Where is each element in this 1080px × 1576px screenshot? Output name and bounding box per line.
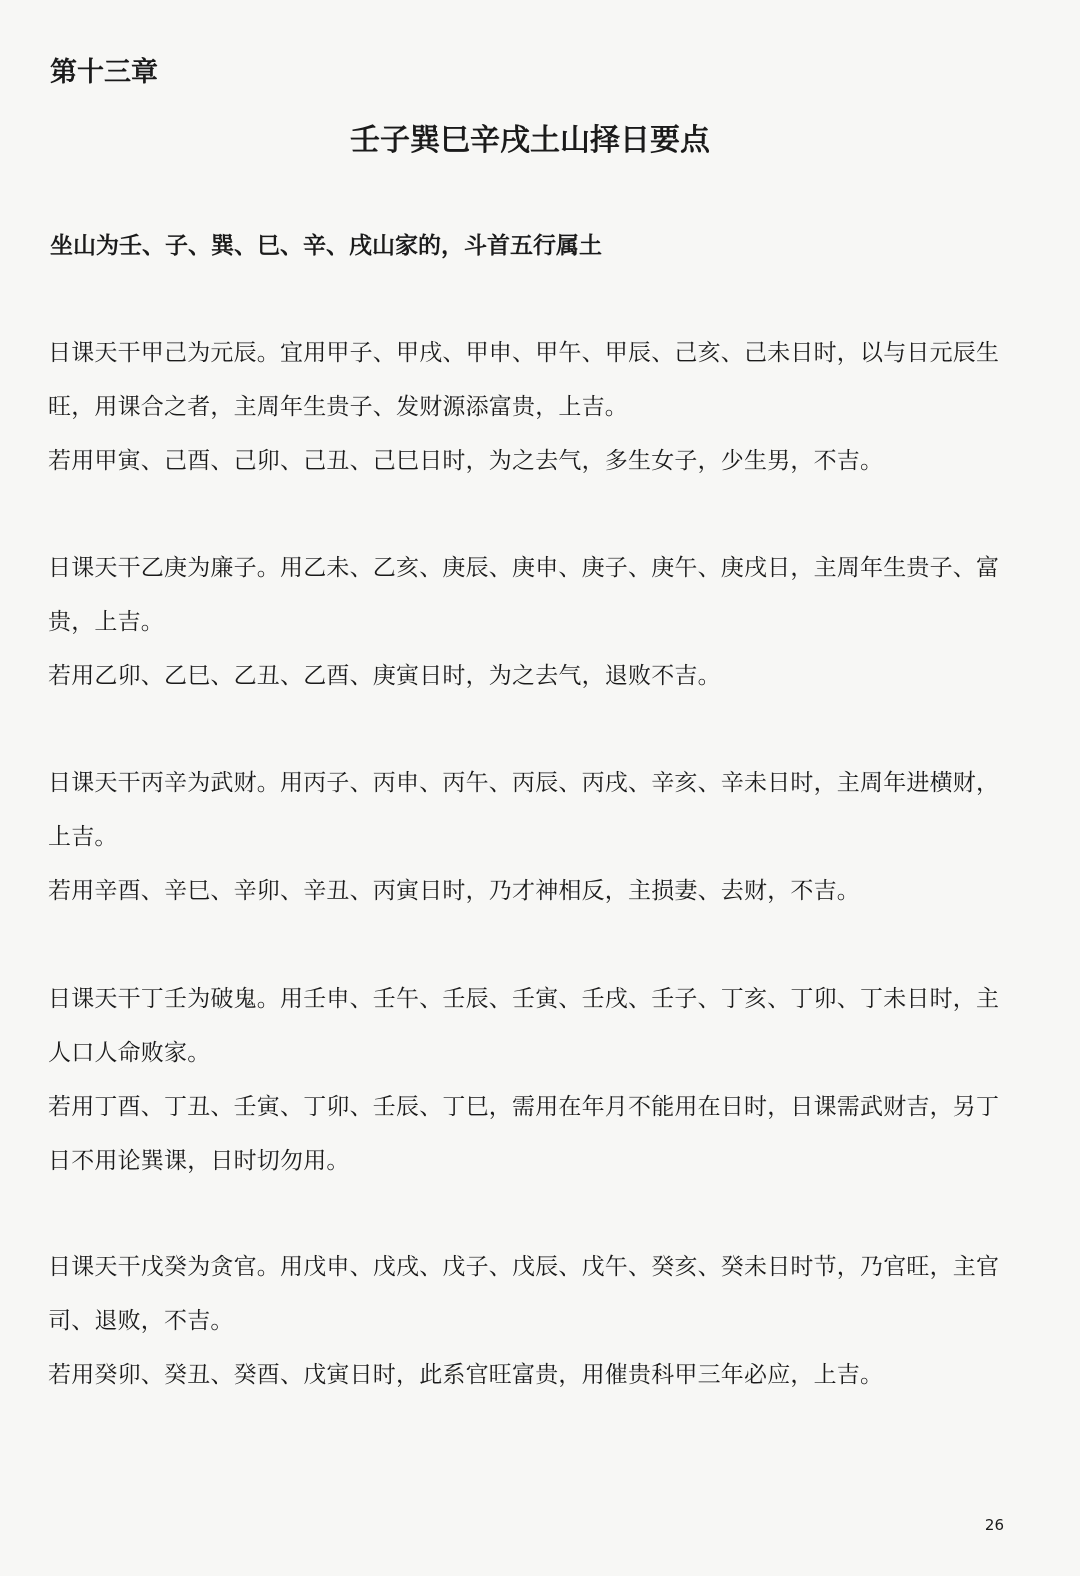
paragraph-main-text: 日课天干丁壬为破鬼。用壬申、壬午、壬辰、壬寅、壬戌、壬子、丁亥、丁卯、丁未日时，主人口人命败家。 bbox=[48, 986, 1000, 1066]
paragraph-main-text: 日课天干甲己为元辰。宜用甲子、甲戌、甲申、甲午、甲辰、己亥、己未日时，以与日元辰生旺，用课合之者，主周年生贵子、发财源添富贵，上吉。 bbox=[48, 340, 1000, 420]
paragraph-4 bbox=[48, 972, 1010, 1188]
paragraph-main-text: 日课天干乙庚为廉子。用乙未、乙亥、庚辰、庚申、庚子、庚午、庚戌日，主周年生贵子、富贵，上吉。 bbox=[48, 555, 1000, 635]
paragraph-main-text: 日课天干戊癸为贪官。用戊申、戊戌、戊子、戊辰、戊午、癸亥、癸未日时节，乃官旺，主官司、退败，不吉。 bbox=[48, 1254, 1000, 1334]
paragraph-5 bbox=[48, 1240, 1010, 1402]
paragraph-3 bbox=[48, 756, 1010, 918]
page-number: 26 bbox=[984, 1516, 1004, 1534]
paragraph-2 bbox=[48, 541, 1010, 703]
paragraph-alt-text: 若用甲寅、己酉、己卯、己丑、己巳日时，为之去气，多生女子，少生男，不吉。 bbox=[48, 448, 884, 474]
paragraph-1 bbox=[48, 326, 1010, 488]
paragraph-alt-text: 若用丁酉、丁丑、壬寅、丁卯、壬辰、丁巳，需用在年月不能用在日时，日课需武财吉，另丁日不用论巽课，日时切勿用。 bbox=[48, 1094, 1000, 1174]
page-title: 壬子巽巳辛戌土山择日要点 bbox=[350, 123, 710, 158]
paragraph-main-text: 日课天干丙辛为武财。用丙子、丙申、丙午、丙辰、丙戌、辛亥、辛未日时，主周年进横财，上吉。 bbox=[48, 770, 1000, 850]
paragraph-alt-text: 若用癸卯、癸丑、癸酉、戊寅日时，此系官旺富贵，用催贵科甲三年必应，上吉。 bbox=[48, 1362, 884, 1388]
section-subtitle: 坐山为壬、子、巽、巳、辛、戌山家的，斗首五行属土 bbox=[50, 233, 602, 259]
paragraph-alt-text: 若用乙卯、乙巳、乙丑、乙酉、庚寅日时，为之去气，退败不吉。 bbox=[48, 663, 721, 689]
paragraph-alt-text: 若用辛酉、辛巳、辛卯、辛丑、丙寅日时，乃才神相反，主损妻、去财，不吉。 bbox=[48, 878, 860, 904]
chapter-heading: 第十三章 bbox=[50, 57, 158, 88]
